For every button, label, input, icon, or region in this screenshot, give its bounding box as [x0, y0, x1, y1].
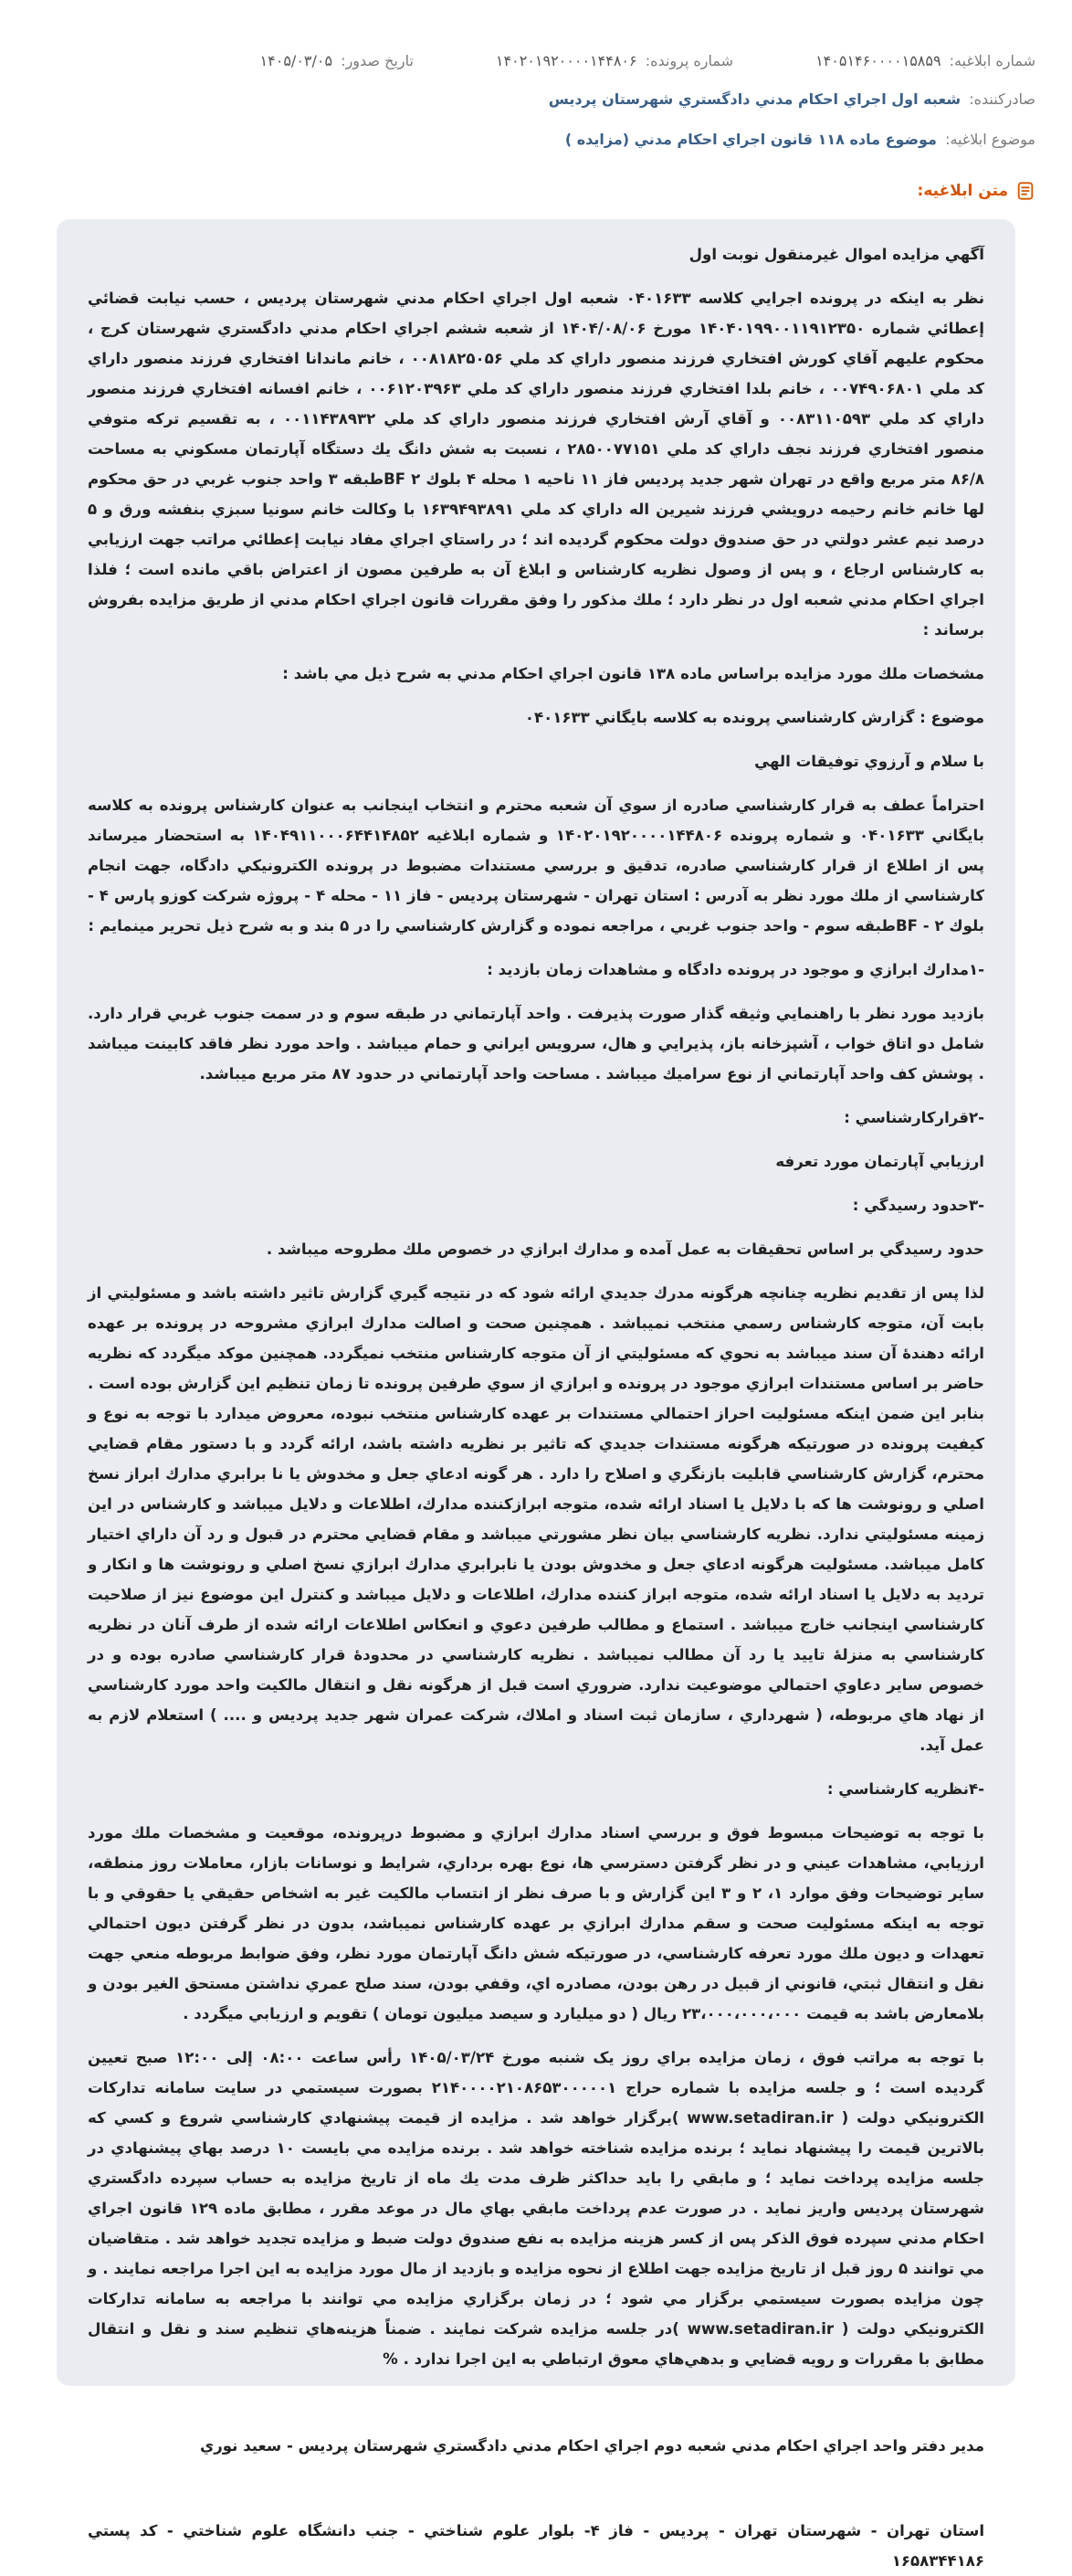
notice-number-value: ۱۴۰۵۱۴۶۰۰۰۰۱۵۸۵۹ — [815, 51, 941, 69]
body-paragraph-valuation: با توجه به توضيحات مبسوط فوق و بررسي اسناد مدارك ابرازي و مضبوط درپرونده، موقعيت و مشخصات ملك مورد ارزيابي، مشاهدات عيني و در نظر گرفتن دسترسي ها، نوع بهره برداري، شرايط و نوسانات بازار، معاملات روز منطقه، ساير توضيحات وفق موارد ۱، ۲ و ۳ اين گزارش و با صرف نظر از انتساب مالكيت غير به اشخاص حقيقي يا حقوقي و با توجه به اينكه مسئوليت صحت و سقم مدارك ابرازي بر عهده كارشناس نميباشد، بدون در نظر گرفتن ديون احتمالي تعهدات و ديون ملك مورد تعرفه كارشناسي، در صورتيكه شش دانگ آپارتمان مورد نظر، وفق ضوابط مربوطه منعي جهت نقل و انتقال ثبتي، قانوني از قبيل در رهن بودن، مصادره اي، وقفي بودن، سند صلح عمري نداشتن مستحق الغير بودن و بلامعارض باشد به قيمت ۲۳،۰۰۰،۰۰۰،۰۰۰ ريال ( دو ميليارد و سيصد ميليون تومان ) تقويم و ارزيابي ميگردد . — [88, 1824, 984, 2022]
body-paragraph-scope: حدود رسيدگي بر اساس تحقيقات به عمل آمده و مدارك ابرازي در خصوص ملك مطروحه ميباشد . — [266, 1240, 984, 1258]
case-number-value: ۱۴۰۲۰۱۹۲۰۰۰۰۱۴۴۸۰۶ — [495, 51, 637, 69]
notice-number-label: شماره ابلاغیه: — [949, 51, 1035, 69]
body-heading-3: -۳حدود رسيدگي : — [852, 1197, 984, 1214]
body-paragraph-auction-terms: با توجه به مراتب فوق ، زمان مزايده براي روز يک شنبه مورخ ۱۴۰۵/۰۳/۲۴ رأس ساعت ۰۸:۰۰ إلى ۱۲:۰۰ صبح تعيين گرديده است ؛ و جلسه مزايده با شماره حراج ۲۱۴۰۰۰۰۲۱۰۸۶۵۳۰۰۰۰۰۱ بصورت سيستمي در سايت سامانه تداركات الكترونيكي دولت ( www.setadiran.ir )برگزار خواهد شد . مزايده از قيمت پيشنهادي كارشناسي شروع و كسي كه بالاترين قيمت را پيشنهاد نمايد ؛ برنده مزايده شناخته خواهد شد . برنده مزايده مي بايست ۱۰ درصد بهاي پيشنهادي در جلسه مزايده پرداخت نمايد ؛ و مابقي را بايد حداكثر ظرف مدت يك ماه از تاريخ مزايده به حساب سپرده دادگستري شهرستان پرديس واريز نمايد . در صورت عدم پرداخت مابقي بهاي مال در موعد مقرر ، مطابق ماده ۱۲۹ قانون اجراي احكام مدني سپرده فوق الذكر پس از كسر هزينه مزايده به نفع صندوق دولت ضبط و مزايده تجديد خواهد شد . متقاضيان مي توانند ۵ روز قبل از تاريخ مزايده جهت اطلاع از نحوه مزايده و بازديد از مال مورد مزايده به اين اجرا مراجعه نمايند . و چون مزايده بصورت سيستمي برگزار مي شود ؛ در زمان برگزاري مزايده مي توانند با مراجعه به سامانه تداركات الكترونيكي دولت ( www.setadiran.ir )در جلسه مزايده شركت نمايند . ضمناً هزينه‌هاي تنظيم سند و نقل و انتقال مطابق با مقررات و رويه قضايي و بدهي‌هاي معوق ارتباطي به اين اجرا ندارد . % — [88, 2049, 985, 2368]
notice-body-panel — [57, 219, 1015, 2570]
issuer-value: شعبه اول اجراي احكام مدني دادگستري شهرستان پرديس — [548, 90, 962, 108]
notice-text-heading — [918, 181, 1035, 201]
body-paragraph-disclaimer: لذا پس از تقديم نظريه چنانچه هرگونه مدرك جديدي ارائه شود كه در نتيجه گيري گزارش تاثير داشته باشد و مسئوليتي از بابت آن، متوجه كارشناس رسمي منتخب نميباشد . همچنين صحت و اصالت مدارك ابرازي مشروحه در پرونده بر عهده ارائه دهندهٔ آن سند ميباشد به نحوي كه مسئوليتي از آن متوجه كارشناس منتخب نميگردد. همچنين موكد ميگردد كه نظريه حاضر بر اساس مستندات ابرازي موجود در پرونده و ابرازي از سوي طرفين پرونده تا زمان تنظيم اين گزارش بوده است . بنابر اين ضمن اينكه مسئوليت احراز احتمالي مستندات بر عهده كارشناس منتخب نبوده، معروض ميدارد با توجه به نوع و كيفيت پرونده در صورتيكه هرگونه مستندات جديدي كه تاثير بر نظريه داشته باشد، ارائه گردد و با دستور مقام قضايي محترم، گزارش كارشناسي قابليت بازنگري و اصلاح را دارد . هر گونه ادعاي جعل و مخدوش يا نا برابري مدارك ابراز نسخ اصلي و رونوشت ها كه با دلايل يا اسناد ارائه شده، متوجه ابرازكننده مدارك، اطلاعات و دلايل ميباشد و كارشناس در اين زمينه مسئوليتي ندارد. نظريه كارشناسي بيان نظر مشورتي ميباشد و مقام قضايي محترم در قبول و رد آن داراي اختيار كامل ميباشد. مسئوليت هرگونه ادعاي جعل و مخدوش بودن يا نابرابري مدارك ابرازي نسخ اصلي و رونوشت ها و انكار و ترديد به دلايل يا اسناد ارائه شده، متوجه ابراز كننده مدارك، اطلاعات و دلايل ميباشد و كنترل اين موضوع نيز از صلاحيت كارشناسي اينجانب خارج ميباشد . استماع و مطالب طرفين دعوي و انعكاس اطلاعات ارائه شده از طرف آنان در نظريه كارشناسي به منزلهٔ تاييد يا رد آن مطالب نميباشد . نظريه كارشناسي در محدودهٔ قرار كارشناسي صادره بوده و در خصوص ساير دعاوي احتمالي موضوعيت ندارد. ضروري است قبل از هرگونه نقل و انتقال مالكيت واحد مورد كارشناسي از نهاد هاي مربوطه، ( شهرداري ، سازمان ثبت اسناد و املاك، شركت عمران شهر جديد پرديس و .... ) استعلام لازم به عمل آيد. — [88, 1284, 984, 1754]
issue-date-value: ۱۴۰۵/۰۳/۰۵ — [259, 51, 333, 69]
auction-title: آگهي مزايده اموال غيرمنقول نوبت اول — [688, 246, 984, 263]
body-paragraph-subject: موضوع : گزارش كارشناسي پرونده به كلاسه بايگاني ۰۴۰۱۶۳۳ — [524, 709, 984, 726]
subject-value: موضوع ماده ۱۱۸ قانون اجراي احكام مدني (مزايده ) — [564, 130, 937, 148]
body-heading-4: -۴نظريه كارشناسي : — [826, 1780, 984, 1798]
subject-label: موضوع ابلاغیه: — [945, 130, 1035, 148]
case-number — [496, 52, 733, 69]
header-row-subject — [37, 124, 1035, 153]
issue-date — [260, 52, 414, 69]
body-paragraph-intro: نظر به اينكه در پرونده اجرايي كلاسه ۰۴۰۱۶۳۳ شعبه اول اجراي احكام مدني شهرستان پرديس ، حسب نيابت قضائي إعطائي شماره ۱۴۰۴۰۱۹۹۰۰۱۱۹۱۲۳۵۰ مورخ ۱۴۰۴/۰۸/۰۶ از شعبه ششم اجراي احكام مدني دادگستري شهرستان كرج ، محكوم عليهم آقاي كورش افتخاري فرزند منصور داراي كد ملي ۰۰۸۱۸۲۵۰۵۶ ، خانم ماندانا افتخاري فرزند منصور داراي كد ملي ۰۰۷۴۹۰۶۸۰۱ ، خانم بلدا افتخاري فرزند منصور داراي كد ملي ۰۰۶۱۲۰۳۹۶۳ ، خانم افسانه افتخاري فرزند منصور داراي كد ملي ۰۰۸۳۱۱۰۵۹۳ و آقاي آرش افتخاري فرزند منصور داراي كد ملي ۰۰۱۱۴۳۸۹۳۲ ، به تقسيم تركه متوفي منصور افتخاري فرزند نجف داراي كد ملي ۲۸۵۰۰۷۷۱۵۱ ، نسبت به شش دانگ يك دستگاه آپارتمان مسكوني به مساحت ۸۶/۸ متر مربع واقع در تهران شهر جديد پرديس فاز ۱۱ ناحيه ۱ محله ۴ بلوك BF ۲طبقه ۳ واحد جنوب غربي در حق محكوم لها خانم خانم رحيمه درويشي فرزند شيرين اله داراي كد ملي ۱۶۳۹۴۹۳۸۹۱ با وكالت خانم سونيا سبزي بنفشه ورق و ۵ درصد نيم عشر دولتي در حق صندوق دولت محكوم گرديده اند ؛ در راستاي اجراي مفاد نيابت إعطائي مراتب جهت ارزيابي به كارشناس ارجاع ، و پس از وصول نظريه كارشناس و ابلاغ آن به طرفين مصون از اعتراض باقي مانده است ؛ فلذا اجراي احكام مدني شعبه اول در نظر دارد ؛ ملك مذكور را وفق مقررات قانون اجراي احكام مدني از طريق مزايده بفروش برساند : — [88, 290, 985, 639]
header-row-issuer — [37, 84, 1035, 113]
subject — [565, 131, 1035, 148]
body-paragraph-visit: بازديد مورد نظر با راهنمايي وثيقه گذار صورت پذيرفت . واحد آپارتماني در طبقه سوم و در سمت جنوب غربي قرار دارد. شامل دو اتاق خواب ، آشپزخانه باز، پذيرايي و هال، سرويس ايراني و حمام ميباشد . واحد مورد نظر فاقد كابينت ميباشد . پوشش كف واحد آپارتماني از نوع سراميك ميباشد . مساحت واحد آپارتماني در حدود ۸۷ متر مربع ميباشد. — [88, 1005, 984, 1082]
body-paragraph-specs: مشخصات ملك مورد مزايده براساس ماده ۱۳۸ قانون اجراي احكام مدني به شرح ذيل مي باشد : — [282, 665, 984, 682]
body-paragraph-appraisal: ارزيابي آپارتمان مورد تعرفه — [775, 1153, 984, 1170]
issue-date-label: تاریخ صدور: — [341, 51, 414, 69]
body-heading-2: -۲قراركارشناسي : — [844, 1109, 984, 1126]
issuer-label: صادرکننده: — [969, 90, 1035, 108]
body-heading-1: -۱مدارك ابرازي و موجود در پرونده دادگاه و مشاهدات زمان بازديد : — [487, 961, 984, 978]
notice-text-heading-label: متن ابلاغیه: — [917, 182, 1008, 200]
body-paragraph-expert-intro: احتراماً عطف به قرار كارشناسي صادره از سوي آن شعبه محترم و انتخاب اينجانب به عنوان كارشناس پرونده به كلاسه بايگاني ۰۴۰۱۶۳۳ و شماره پرونده ۱۴۰۲۰۱۹۲۰۰۰۰۱۴۴۸۰۶ و شماره ابلاغيه ۱۴۰۴۹۱۱۰۰۰۶۴۴۱۴۸۵۲ به استحضار ميرساند پس از اطلاع از قرار كارشناسي صادره، تدقيق و بررسي مستندات مضبوط در پرونده الكترونيكي دادگاه، جهت انجام كارشناسي از ملك مورد نظر به آدرس : استان تهران - شهرستان پرديس - فاز ۱۱ - محله ۴ - پروژه شركت كوزو پارس ۴ - بلوك ۲ - BFطبقه سوم - واحد جنوب غربي ، مراجعه نموده و گزارش كارشناسي را در ۵ بند و به شرح ذيل تحرير مينمايم : — [88, 797, 984, 934]
notice-body — [88, 239, 984, 2576]
header-row-numbers — [37, 46, 1035, 75]
issuer — [549, 90, 1035, 108]
body-paragraph-greeting: با سلام و آرزوي توفيقات الهي — [754, 753, 984, 770]
body-address: استان تهران - شهرستان تهران - پرديس - فاز ۴- بلوار علوم شناختي - جنب دانشگاه علوم شناختي - كد پستي ۱۶۵۸۳۴۴۱۸۶ — [88, 2522, 985, 2570]
case-number-label: شماره پرونده: — [645, 51, 734, 69]
body-signature: مدير دفتر واحد اجراي احكام مدني شعبه دوم اجراي احكام مدني دادگستري شهرستان پرديس - سعيد نوري — [200, 2437, 984, 2455]
notice-number — [815, 52, 1035, 69]
document-text-icon — [1015, 181, 1035, 201]
